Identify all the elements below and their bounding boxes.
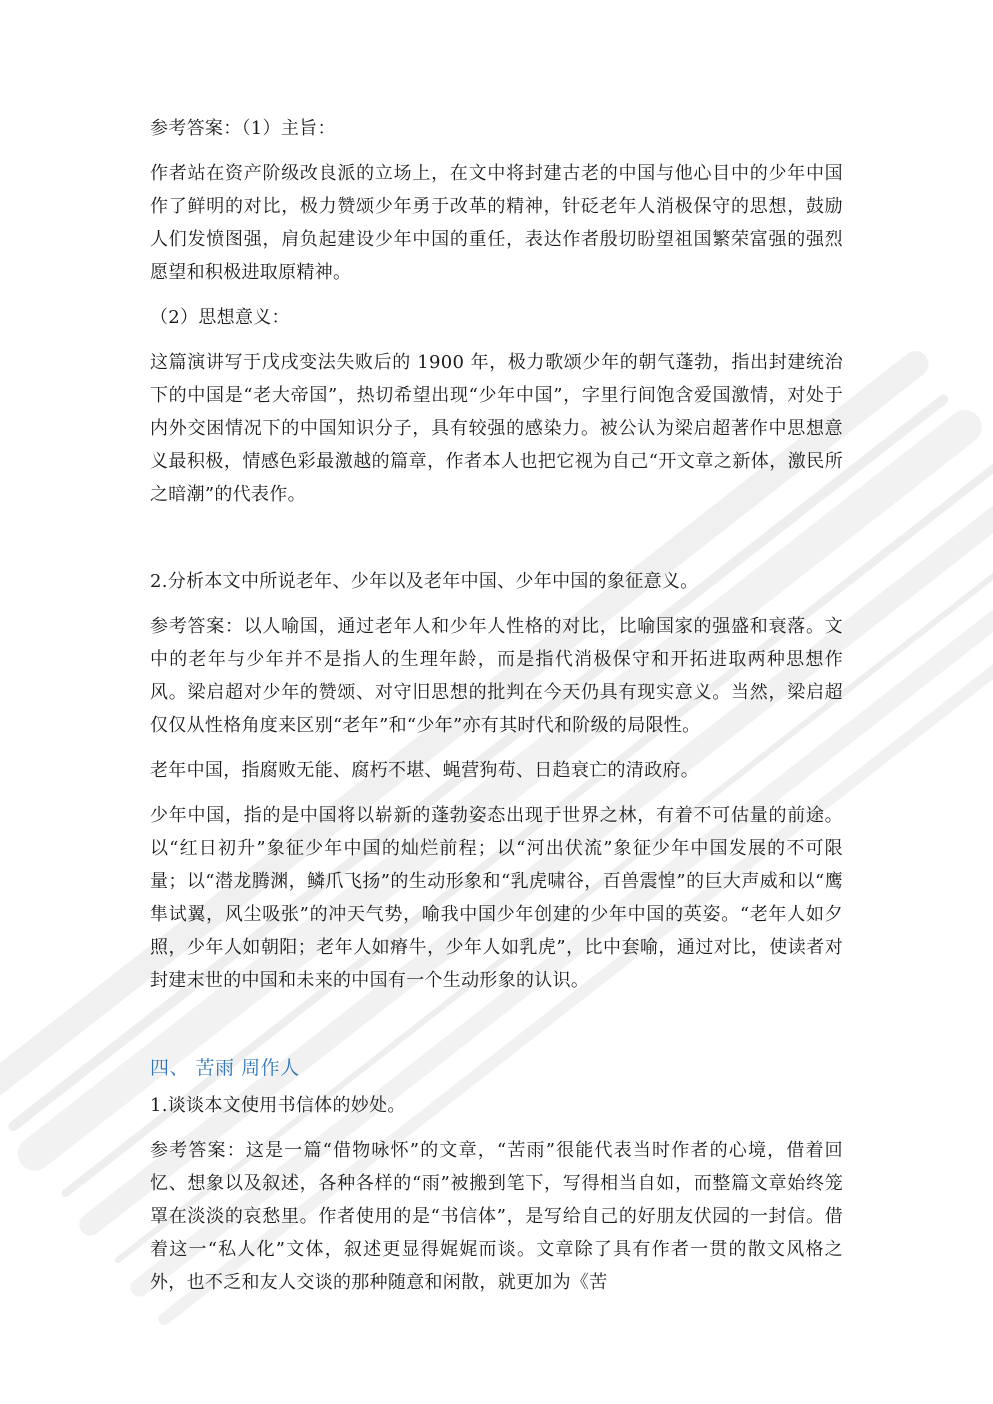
question-symbolism: 2.分析本文中所说老年、少年以及老年中国、少年中国的象征意义。: [150, 571, 699, 592]
answer-significance-label: （2）思想意义：: [150, 307, 290, 328]
question-letter-form: 1.谈谈本文使用书信体的妙处。: [150, 1095, 406, 1116]
young-china-paragraph: 少年中国，指的是中国将以崭新的蓬勃姿态出现于世界之林，有着不可估量的前途。以“红日初升”象征少年中国的灿烂前程；以“河出伏流”象征少年中国发展的不可限量；以“潜龙腾渊，鳞爪飞扬”的生动形象和“乳虎啸谷，百兽震惶”的巨大声威和以“鹰隼试翼，风尘吸张”的冲天气势，喻我中国少年创建的少年中国的英姿。“老年人如夕照，少年人如朝阳；老年人如瘠牛，少年人如乳虎”，比中套喻，通过对比，使读者对封建末世的中国和未来的中国有一个生动形象的认识。: [150, 805, 843, 991]
answer-symbolism-text: 参考答案：以人喻国，通过老年人和少年人性格的对比，比喻国家的强盛和衰落。文中的老年与少年并不是指人的生理年龄，而是指代消极保守和开拓进取两种思想作风。梁启超对少年的赞颂、对守旧思想的批判在今天仍具有现实意义。当然，梁启超仅仅从性格角度来区别“老年”和“少年”亦有其时代和阶级的局限性。: [150, 616, 843, 736]
old-china-paragraph: 老年中国，指腐败无能、腐朽不堪、蝇营狗苟、日趋衰亡的清政府。: [150, 760, 699, 781]
answer-significance-text: 这篇演讲写于戊戌变法失败后的 1900 年，极力歌颂少年的朝气蓬勃，指出封建统治下的中国是“老大帝国”，热切希望出现“少年中国”，字里行间饱含爱国激情，对处于内外交困情况下的中国知识分子，具有较强的感染力。被公认为梁启超著作中思想意义最积极，情感色彩最激越的篇章，作者本人也把它视为自己“开文章之新体，激民所之暗潮”的代表作。: [150, 352, 843, 505]
document-body: [150, 112, 843, 1299]
answer-letter-form-text: 参考答案：这是一篇“借物咏怀”的文章，“苦雨”很能代表当时作者的心境，借着回忆、想象以及叙述，各种各样的“雨”被搬到笔下，写得相当自如，而整篇文章始终笼罩在淡淡的哀愁里。作者使用的是“书信体”，是写给自己的好朋友伏园的一封信。借着这一“私人化”文体，叙述更显得娓娓而谈。文章除了具有作者一贯的散文风格之外，也不乏和友人交谈的那种随意和闲散，就更加为《苦: [150, 1140, 843, 1293]
section-heading-kuyu: 四、 苦雨 周作人: [150, 1057, 300, 1079]
answer-main-idea-label: 参考答案：（1）主旨：: [150, 118, 336, 139]
answer-main-idea-text: 作者站在资产阶级改良派的立场上，在文中将封建古老的中国与他心目中的少年中国作了鲜明的对比，极力赞颂少年勇于改革的精神，针砭老年人消极保守的思想，鼓励人们发愤图强，肩负起建设少年中国的重任，表达作者殷切盼望祖国繁荣富强的强烈愿望和积极进取原精神。: [150, 163, 843, 283]
